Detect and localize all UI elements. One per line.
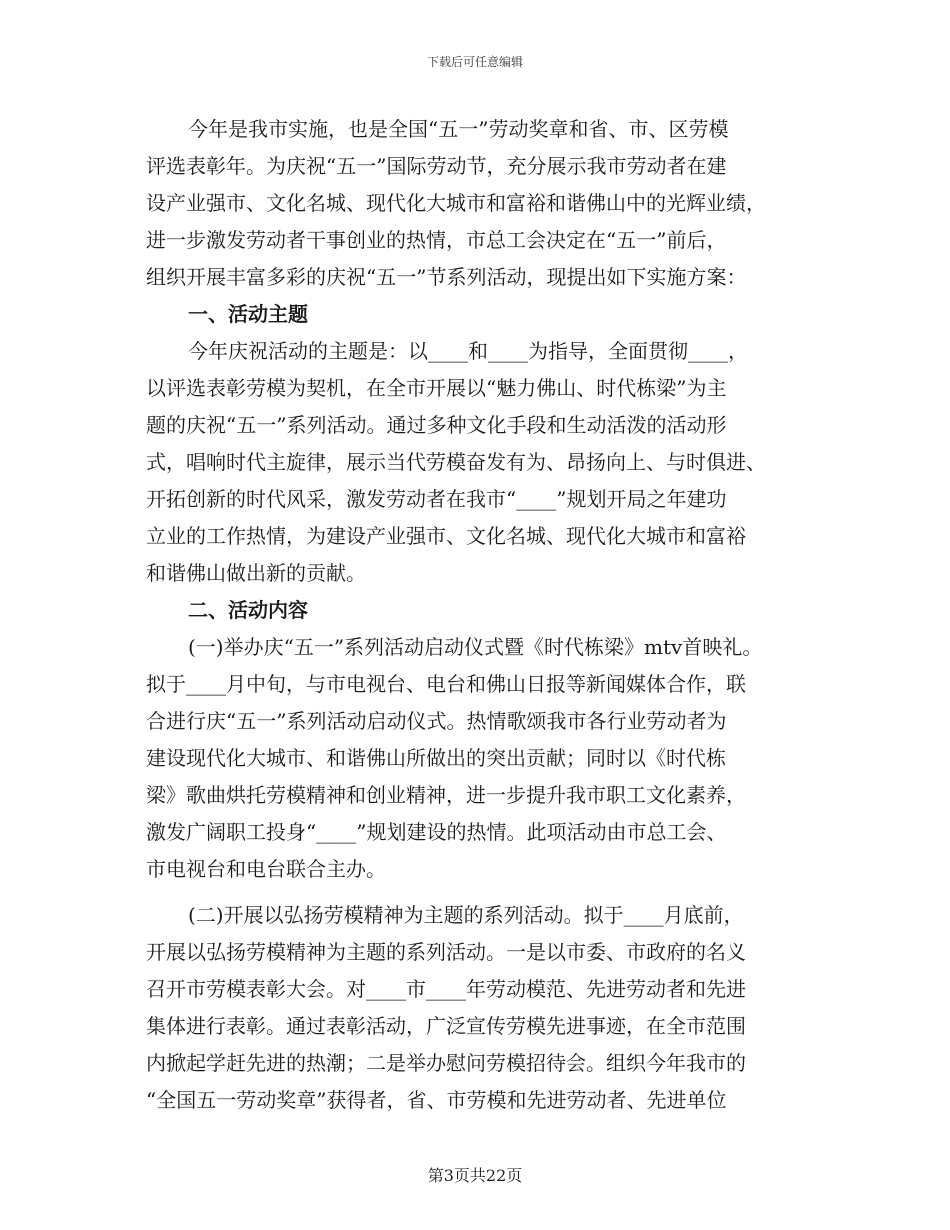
text-line: 内掀起学赶先进的热潮；二是举办慰问劳模招待会。组织今年我市的 (146, 1051, 746, 1075)
text-line: 进一步激发劳动者干事创业的热情，市总工会决定在“五一”前后， (146, 228, 727, 252)
text-line: (一)举办庆“五一”系列活动启动仪式暨《时代栋梁》mtv首映礼。 (188, 635, 763, 659)
text-line: 市电视台和电台联合主办。 (146, 857, 386, 881)
text-line: 和谐佛山做出新的贡献。 (146, 561, 366, 585)
text-line: 式，唱响时代主旋律，展示当代劳模奋发有为、昂扬向上、与时俱进、 (146, 450, 766, 474)
text-line: (二)开展以弘扬劳模精神为主题的系列活动。拟于____月底前， (188, 903, 744, 927)
text-line: 合进行庆“五一”系列活动启动仪式。热情歌颂我市各行业劳动者为 (146, 709, 727, 733)
text-line: 题的庆祝“五一”系列活动。通过多种文化手段和生动活泼的活动形 (146, 413, 727, 437)
paragraph (146, 897, 806, 1119)
text-line: 组织开展丰富多彩的庆祝“五一”节系列活动，现提出如下实施方案： (146, 265, 747, 289)
text-line: 今年庆祝活动的主题是：以____和____为指导，全面贯彻____， (188, 339, 748, 363)
text-line: 集体进行表彰。通过表彰活动，广泛宣传劳模先进事迹，在全市范围 (146, 1014, 746, 1038)
heading-text: 二、活动内容 (188, 598, 308, 622)
text-line: 激发广阔职工投身“____”规划建设的热情。此项活动由市总工会、 (146, 820, 727, 844)
section-heading (146, 592, 806, 629)
page-header: 下载后可任意编辑 (426, 55, 523, 69)
text-line: 开展以弘扬劳模精神为主题的系列活动。一是以市委、市政府的名义 (146, 940, 746, 964)
section-heading (146, 296, 806, 333)
document-body (146, 111, 806, 1119)
text-line: 评选表彰年。为庆祝“五一”国际劳动节，充分展示我市劳动者在建 (146, 154, 727, 178)
page-footer: 第3页共22页 (427, 1166, 523, 1185)
text-line: 召开市劳模表彰大会。对____市____年劳动模范、先进劳动者和先进 (146, 977, 746, 1001)
paragraph (146, 629, 806, 888)
text-line: “全国五一劳动奖章”获得者，省、市劳模和先进劳动者、先进单位 (146, 1088, 727, 1112)
text-line: 拟于____月中旬，与市电视台、电台和佛山日报等新闻媒体合作，联 (146, 672, 746, 696)
heading-text: 一、活动主题 (188, 302, 308, 326)
text-line: 梁》歌曲烘托劳模精神和创业精神，进一步提升我市职工文化素养， (146, 783, 746, 807)
text-line: 今年是我市实施，也是全国“五一”劳动奖章和省、市、区劳模 (188, 117, 729, 141)
text-line: 建设现代化大城市、和谐佛山所做出的突出贡献；同时以《时代栋 (146, 746, 726, 770)
text-line: 设产业强市、文化名城、现代化大城市和富裕和谐佛山中的光辉业绩， (146, 191, 766, 215)
paragraph (146, 333, 806, 592)
paragraph-gap (146, 888, 806, 897)
text-line: 立业的工作热情，为建设产业强市、文化名城、现代化大城市和富裕 (146, 524, 746, 548)
paragraph (146, 111, 806, 296)
text-line: 开拓创新的时代风采，激发劳动者在我市“____”规划开局之年建功 (146, 487, 727, 511)
text-line: 以评选表彰劳模为契机，在全市开展以“魅力佛山、时代栋梁”为主 (146, 376, 727, 400)
